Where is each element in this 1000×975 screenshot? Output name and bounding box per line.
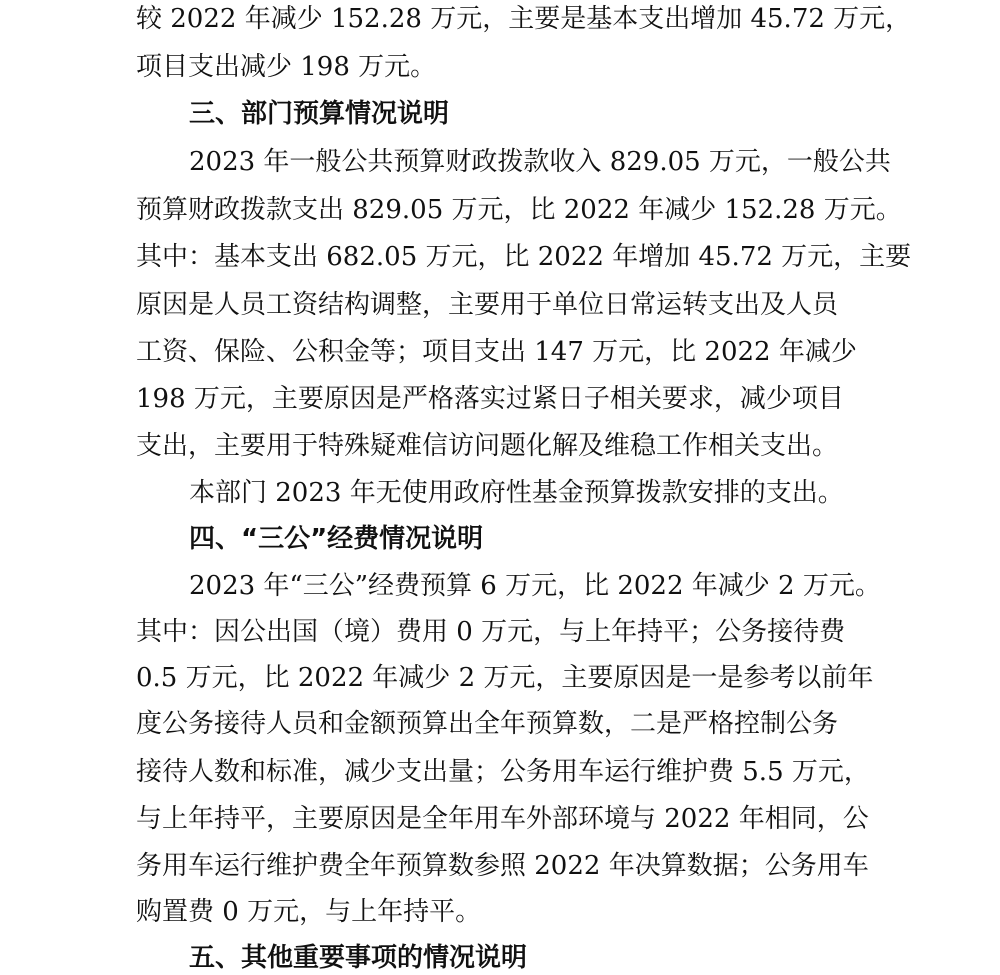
text-line-8: 工资、保险、公积金等；项目支出 147 万元，比 2022 年减少 (136, 337, 857, 367)
text-line-16: 度公务接待人员和金额预算出全年预算数，二是严格控制公务 (136, 709, 839, 739)
text-line-6: 其中：基本支出 682.05 万元，比 2022 年增加 45.72 万元，主要 (136, 242, 912, 272)
text-line-13: 2023 年“三公”经费预算 6 万元，比 2022 年减少 2 万元。 (189, 571, 881, 601)
section-heading-4: 四、“三公”经费情况说明 (189, 524, 484, 554)
text-line-15: 0.5 万元，比 2022 年减少 2 万元，主要原因是一是参考以前年 (136, 663, 874, 693)
text-line-5: 预算财政拨款支出 829.05 万元，比 2022 年减少 152.28 万元。 (136, 195, 902, 225)
text-line-7: 原因是人员工资结构调整，主要用于单位日常运转支出及人员 (136, 290, 839, 320)
text-line-18: 与上年持平，主要原因是全年用车外部环境与 2022 年相同，公 (136, 804, 869, 834)
text-line-9: 198 万元，主要原因是严格落实过紧日子相关要求，减少项目 (136, 384, 844, 414)
text-line-10: 支出，主要用于特殊疑难信访问题化解及维稳工作相关支出。 (136, 431, 839, 461)
text-line-2: 项目支出减少 198 万元。 (136, 52, 437, 82)
text-line-4: 2023 年一般公共预算财政拨款收入 829.05 万元，一般公共 (189, 147, 891, 177)
text-line-1: 较 2022 年减少 152.28 万元，主要是基本支出增加 45.72 万元， (136, 4, 912, 34)
section-heading-3: 三、部门预算情况说明 (189, 99, 450, 129)
section-heading-5: 五、其他重要事项的情况说明 (189, 943, 528, 973)
text-line-19: 务用车运行维护费全年预算数参照 2022 年决算数据；公务用车 (136, 851, 869, 881)
text-line-11: 本部门 2023 年无使用政府性基金预算拨款安排的支出。 (189, 478, 844, 508)
text-line-20: 购置费 0 万元，与上年持平。 (136, 897, 482, 927)
text-line-14: 其中：因公出国（境）费用 0 万元，与上年持平；公务接待费 (136, 617, 846, 647)
text-line-17: 接待人数和标准，减少支出量；公务用车运行维护费 5.5 万元， (136, 757, 870, 787)
